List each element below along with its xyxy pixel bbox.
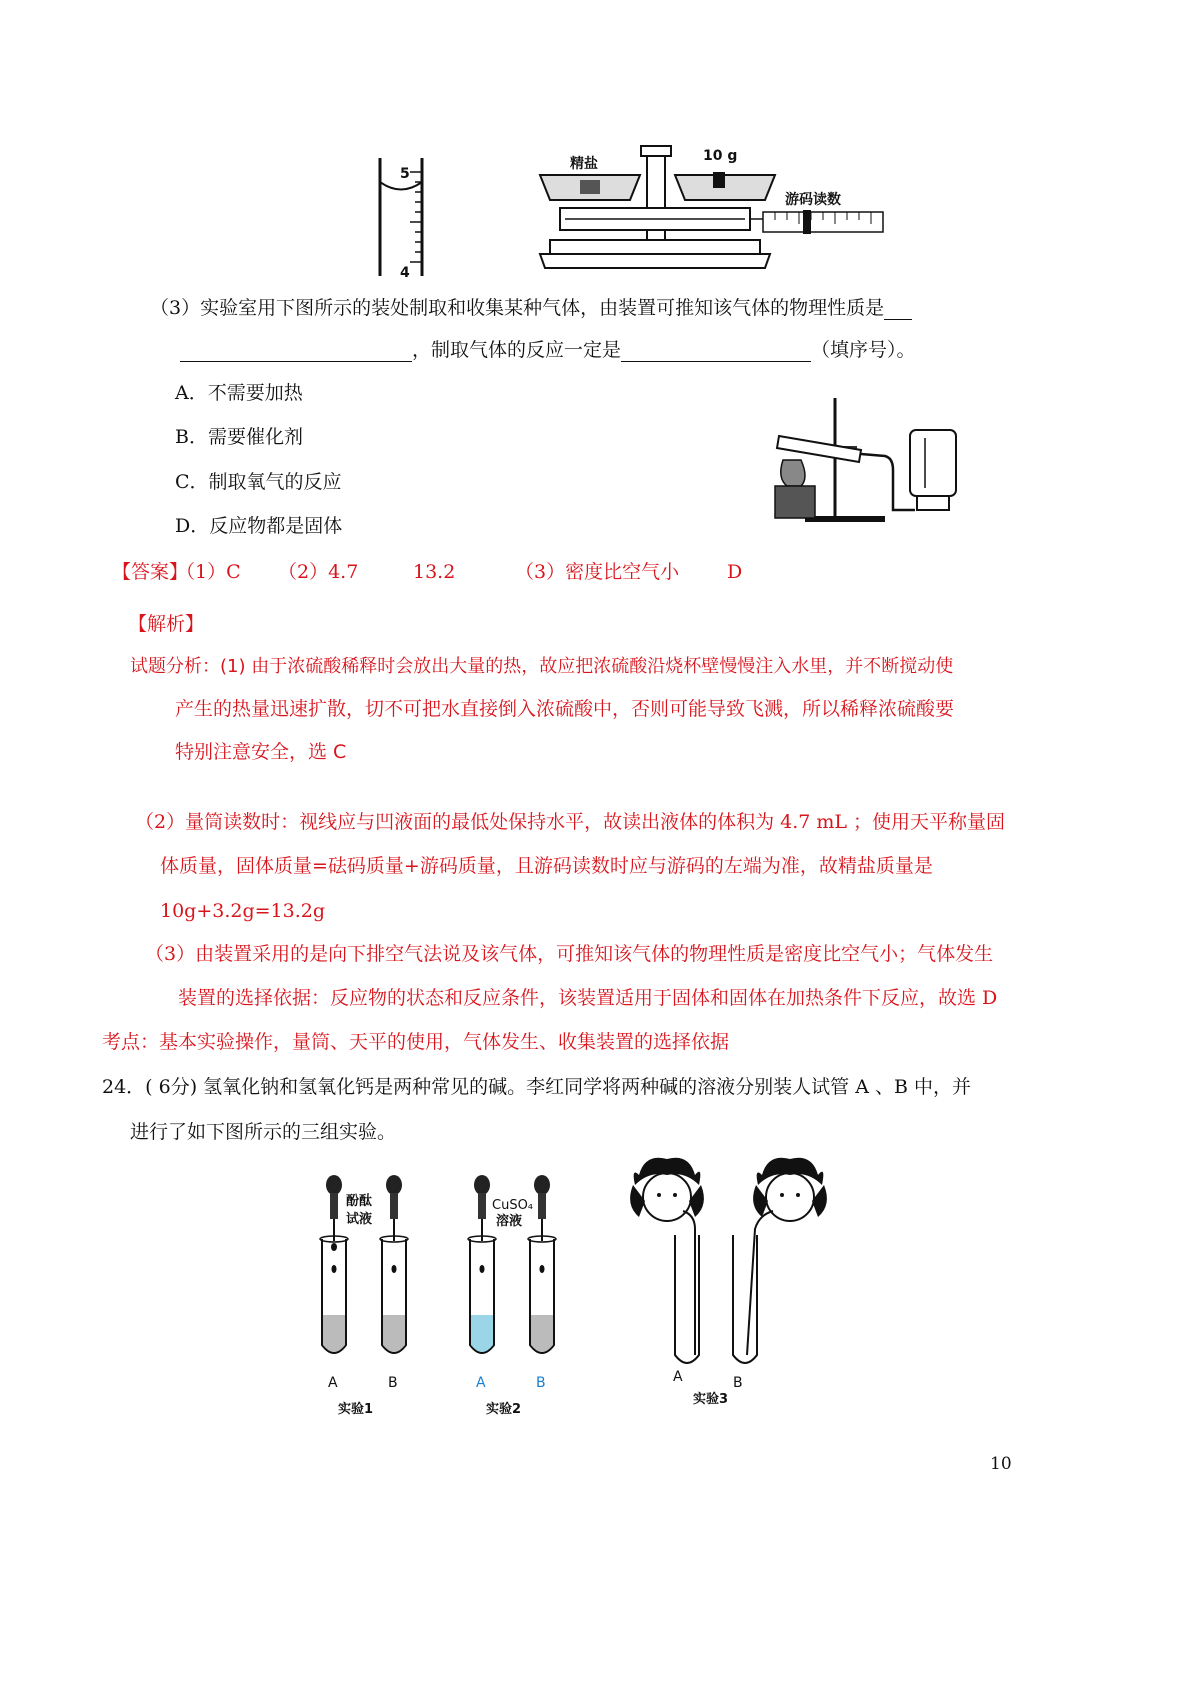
analysis-p3-line2: 装置的选择依据：反应物的状态和反应条件，该装置适用于固体和固体在加热条件下反应，故选 D	[178, 987, 998, 1009]
analysis-kaodian: 考点：基本实验操作，量筒、天平的使用，气体发生、收集装置的选择依据	[102, 1031, 730, 1053]
analysis-p2-line2: 体质量，固体质量=砝码质量+游码质量，且游码读数时应与游码的左端为准，故精盐质量是	[160, 855, 933, 877]
exp1-reagent-label-2: 试液	[346, 1212, 373, 1227]
exp1-caption: 实验1	[338, 1402, 374, 1417]
answer-part-1: （1）C	[176, 561, 241, 583]
dropper-icon	[474, 1175, 490, 1241]
analysis-p3-line1: （3）由装置采用的是向下排空气法说及该气体，可推知该气体的物理性质是密度比空气小；气体发生	[145, 943, 994, 965]
exp2-reagent-label-2: 溶液	[496, 1214, 523, 1229]
analysis-p1-line1: 试题分析：(1) 由于浓硫酸稀释时会放出大量的热，故应把浓硫酸沿烧杯壁慢慢注入水里，并不断搅动使	[130, 656, 954, 677]
experiment-3-figure	[625, 1145, 845, 1405]
balance-rider-label: 游码读数	[785, 192, 841, 208]
q3-option-c: C．制取氧气的反应	[175, 471, 342, 493]
q3-blank-2[interactable]	[621, 341, 811, 362]
q3-tail-text: （填序号）。	[811, 339, 916, 361]
analysis-p1-line3: 特别注意安全，选 C	[175, 741, 347, 763]
analysis-p2-line3: 10g+3.2g=13.2g	[160, 900, 326, 922]
balance-left-label: 精盐	[570, 156, 598, 172]
answer-part-3: 13.2	[413, 561, 456, 583]
exp1-tube-b-label: B	[388, 1375, 398, 1391]
q3-line2	[180, 338, 916, 362]
answer-part-5: D	[727, 561, 743, 583]
exp1-reagent-label-1: 酚酞	[346, 1194, 373, 1209]
dropper-icon	[326, 1175, 342, 1251]
answer-label: 【答案】	[112, 561, 189, 583]
q3-mid-text: ，制取气体的反应一定是	[412, 339, 622, 361]
exp2-reagent-label-1: CuSO₄	[492, 1198, 534, 1213]
answer-part-4: （3）密度比空气小	[515, 561, 680, 583]
analysis-p2-line1: （2）量筒读数时：视线应与凹液面的最低处保持水平，故读出液体的体积为 4.7 mL ；使用天平称量固	[135, 811, 1006, 833]
exp3-tube-b-label: B	[733, 1375, 743, 1391]
dropper-icon	[386, 1175, 402, 1241]
dropper-icon	[534, 1175, 550, 1241]
girl-blowing-icon	[753, 1158, 827, 1221]
q3-option-a: A．不需要加热	[175, 382, 303, 404]
experiment-1-figure	[300, 1175, 450, 1425]
graduated-cylinder-figure	[360, 152, 440, 282]
analysis-p1-line2: 产生的热量迅速扩散，切不可把水直接倒入浓硫酸中，否则可能导致飞溅，所以稀释浓硫酸要	[175, 698, 955, 720]
exp1-tube-a-label: A	[328, 1375, 338, 1391]
exp3-tube-a-label: A	[673, 1369, 683, 1385]
balance-right-label: 10 g	[703, 148, 738, 164]
exp3-caption: 实验3	[693, 1392, 729, 1407]
q3-stem	[150, 296, 912, 320]
experiment-2-figure	[458, 1175, 608, 1425]
q24-line1: 24．( 6分) 氢氧化钠和氢氧化钙是两种常见的碱。李红同学将两种碱的溶液分别装人试管 A 、B 中，并	[102, 1076, 971, 1098]
cylinder-tick-4: 4	[400, 265, 410, 281]
q3-option-b: B．需要催化剂	[175, 426, 303, 448]
page-number: 10	[990, 1454, 1012, 1474]
girl-blowing-icon	[630, 1158, 704, 1221]
cylinder-tick-5: 5	[400, 166, 410, 182]
q3-option-d: D．反应物都是固体	[175, 515, 343, 537]
exp2-tube-a-label: A	[476, 1375, 486, 1391]
gas-apparatus-figure	[765, 390, 965, 540]
exp2-caption: 实验2	[486, 1402, 522, 1417]
q3-stem-text: （3）实验室用下图所示的装处制取和收集某种气体，由装置可推知该气体的物理性质是	[150, 297, 885, 319]
q3-blank-1a[interactable]	[884, 299, 912, 320]
answer-part-2: （2）4.7	[278, 561, 359, 583]
q3-blank-1b[interactable]	[180, 341, 412, 362]
q24-line2: 进行了如下图所示的三组实验。	[130, 1121, 397, 1143]
exp2-tube-b-label: B	[536, 1375, 546, 1391]
analysis-label: 【解析】	[128, 613, 205, 635]
balance-figure	[535, 140, 885, 290]
